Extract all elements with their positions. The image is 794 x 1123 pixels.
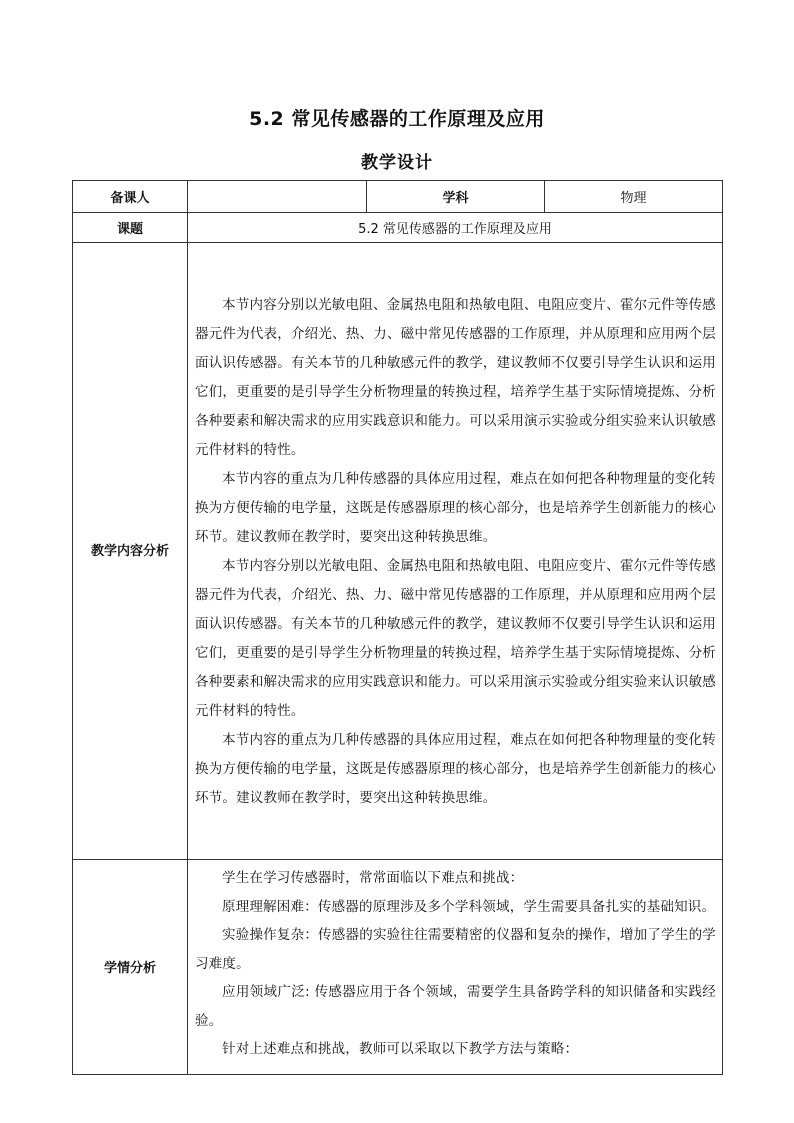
lesson-plan-table [72, 180, 723, 1075]
content-analysis-body [188, 243, 723, 860]
document-title: 5.2 常见传感器的工作原理及应用 [249, 108, 545, 130]
student-paragraph: 学生在学习传感器时，常常面临以下难点和挑战： [222, 870, 524, 886]
document-subtitle: 教学设计 [361, 153, 433, 173]
student-paragraph: 实验操作复杂：传感器的实验往往需要精密的仪器和复杂的操作，增加了学生的学习难度。 [195, 927, 716, 972]
content-paragraph: 本节内容分别以光敏电阻、金属热电阻和热敏电阻、电阻应变片、霍尔元件等传感器元件为代表，介绍光、热、力、磁中常见传感器的工作原理，并从原理和应用两个层面认识传感器。有关本节的几种敏感元件的教学，建议教师不仅要引导学生认识和运用它们，更重要的是引导学生分析物理量的转换过程，培养学生基于实际情境提炼、分析各种要素和解决需求的应用实践意识和能力。可以采用演示实验或分组实验来认识敏感元件材料的特性。 [195, 297, 716, 458]
content-paragraph: 本节内容分别以光敏电阻、金属热电阻和热敏电阻、电阻应变片、霍尔元件等传感器元件为代表，介绍光、热、力、磁中常见传感器的工作原理，并从原理和应用两个层面认识传感器。有关本节的几种敏感元件的教学，建议教师不仅要引导学生认识和运用它们，更重要的是引导学生分析物理量的转换过程，培养学生基于实际情境提炼、分析各种要素和解决需求的应用实践意识和能力。可以采用演示实验或分组实验来认识敏感元件材料的特性。 [195, 558, 716, 719]
topic-value: 5.2 常见传感器的工作原理及应用 [188, 213, 723, 243]
table-row-preparer [73, 181, 723, 213]
subject-label: 学科 [367, 181, 545, 213]
preparer-value [188, 181, 367, 213]
student-analysis-label: 学情分析 [73, 860, 188, 1075]
table-row-student-analysis [73, 860, 723, 1075]
table-row-topic [73, 213, 723, 243]
student-paragraph: 应用领域广泛: 传感器应用于各个领域，需要学生具备跨学科的知识储备和实践经验。 [195, 984, 716, 1029]
preparer-label: 备课人 [73, 181, 188, 213]
content-analysis-label: 教学内容分析 [73, 243, 188, 860]
topic-label: 课题 [73, 213, 188, 243]
table-row-content-analysis [73, 243, 723, 860]
content-paragraph: 本节内容的重点为几种传感器的具体应用过程，难点在如何把各种物理量的变化转换为方便传输的电学量，这既是传感器原理的核心部分，也是培养学生创新能力的核心环节。建议教师在教学时，要突出这种转换思维。 [195, 732, 716, 806]
student-analysis-body [188, 860, 723, 1075]
student-paragraph: 原理理解困难：传感器的原理涉及多个学科领域，学生需要具备扎实的基础知识。 [222, 898, 716, 915]
student-paragraph: 针对上述难点和挑战，教师可以采取以下教学方法与策略： [222, 1041, 579, 1057]
content-paragraph: 本节内容的重点为几种传感器的具体应用过程，难点在如何把各种物理量的变化转换为方便传输的电学量，这既是传感器原理的核心部分，也是培养学生创新能力的核心环节。建议教师在教学时，要突出这种转换思维。 [195, 471, 716, 545]
subject-value: 物理 [545, 181, 723, 213]
